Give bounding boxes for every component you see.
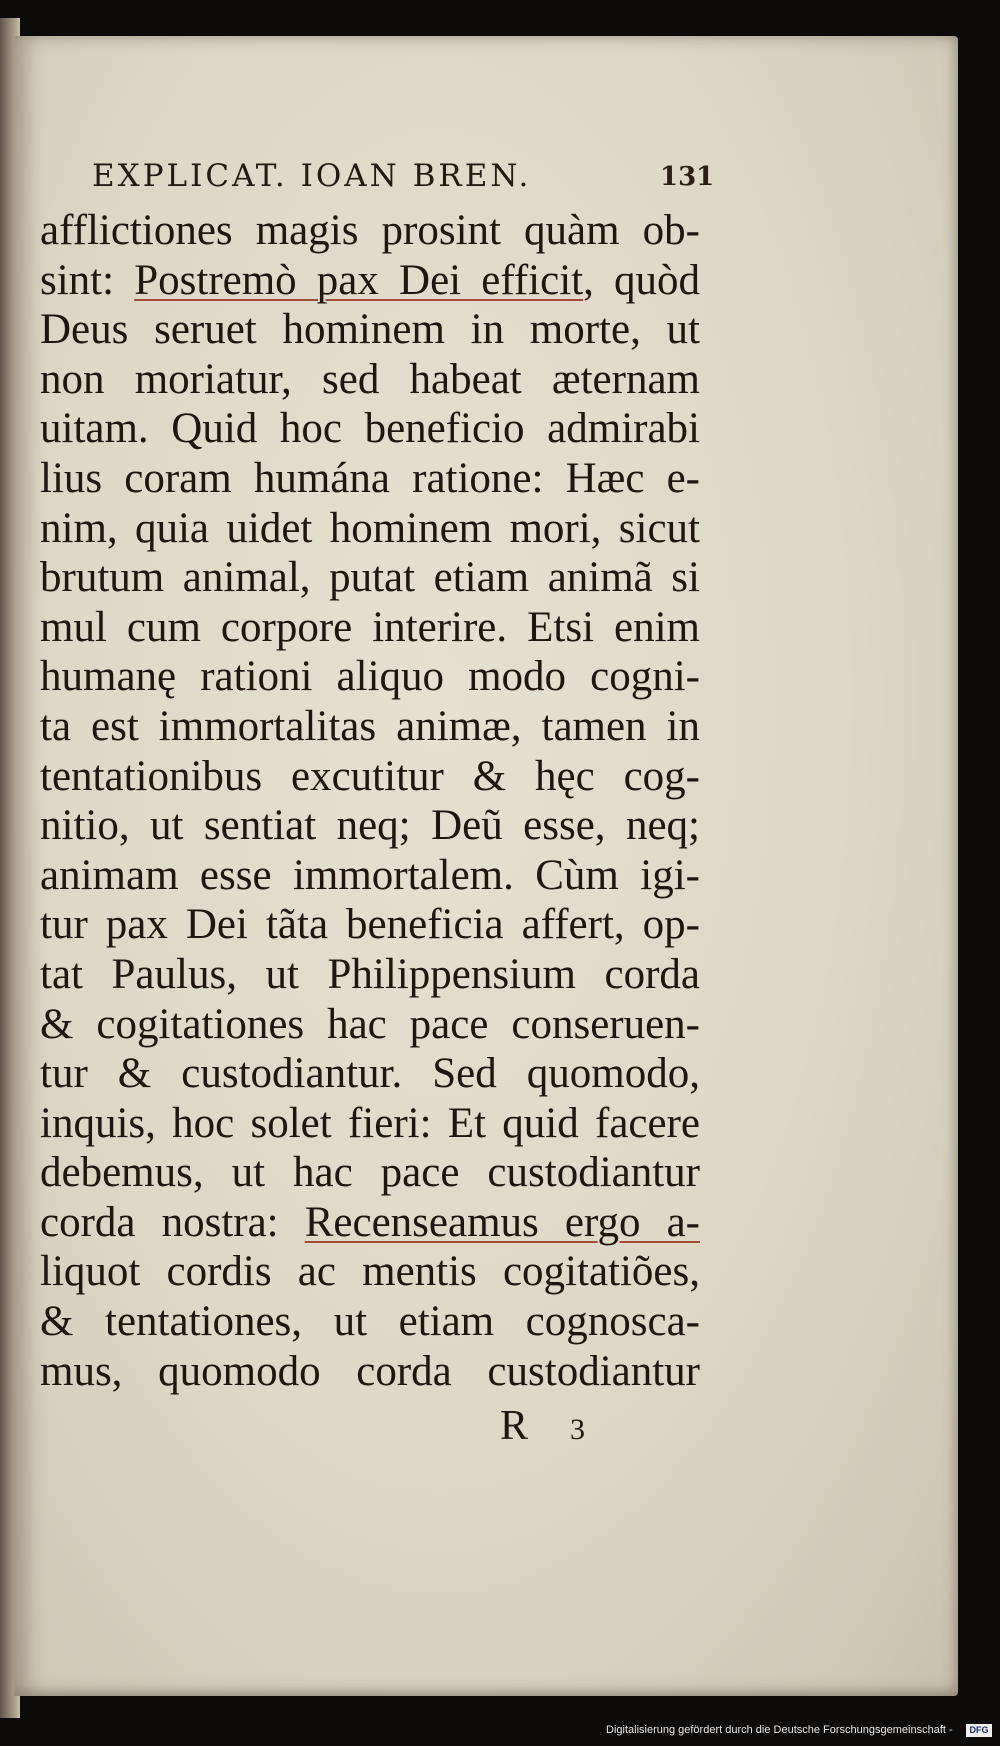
line-text: inquis, hoc solet fieri: Et quid facere — [40, 1099, 700, 1147]
line-text: animam esse immortalem. Cùm igi- — [40, 851, 700, 899]
text-line — [40, 1049, 700, 1099]
signature-letter: R — [500, 1403, 529, 1449]
underlined-phrase: Recenseamus ergo a- — [304, 1198, 700, 1246]
text-line — [40, 1297, 700, 1347]
line-text: Deus seruet hominem in morte, ut — [40, 306, 700, 354]
line-text: afflictiones magis prosint quàm ob- — [40, 207, 700, 254]
line-text: nitio, ut sentiat neq; Deũ esse, neq; — [40, 802, 700, 850]
line-text: lius coram humána ratione: Hæc e- — [40, 454, 700, 502]
text-line — [40, 504, 700, 554]
text-line — [40, 950, 700, 1000]
signature-number: 3 — [570, 1413, 586, 1446]
line-text: corda nostra: — [40, 1198, 305, 1246]
text-line — [40, 1099, 700, 1149]
line-text: uitam. Quid hoc beneficio admirabi — [40, 405, 700, 453]
digitization-credit: Digitalisierung gefördert durch die Deutsche Forschungsgemeinschaft - — [606, 1724, 953, 1736]
line-text: sint: — [40, 256, 135, 304]
line-text: nim, quia uidet hominem mori, sicut — [40, 504, 700, 552]
text-line — [40, 553, 700, 603]
line-text: tentationibus excutitur & hęc cog- — [40, 752, 700, 800]
running-head: EXPLICAT. IOAN BREN. — [92, 158, 532, 194]
line-text: humanę rationi aliquo modo cogni- — [40, 653, 700, 701]
text-line — [40, 851, 700, 901]
text-line — [40, 702, 700, 752]
underlined-phrase: Postremò pax Dei efficit — [134, 256, 584, 304]
line-text: & cogitationes hac pace conseruen- — [40, 1000, 700, 1048]
line-text: liquot cordis ac mentis cogitatiões, — [40, 1248, 700, 1296]
text-line — [40, 1347, 700, 1397]
line-text: mus, quomodo corda custodiantur — [40, 1347, 700, 1395]
text-line — [40, 652, 700, 702]
line-text: debemus, ut hac pace custodiantur — [40, 1149, 700, 1197]
text-line — [40, 900, 700, 950]
text-line — [40, 206, 700, 256]
text-line — [40, 1247, 700, 1297]
line-text: ta est immortalitas animæ, tamen in — [40, 702, 700, 750]
text-line — [40, 355, 700, 405]
folio-number: 131 — [660, 162, 715, 192]
text-line — [40, 1000, 700, 1050]
text-line — [40, 1148, 700, 1198]
dfg-logo: DFG — [966, 1724, 992, 1737]
line-text: tur & custodiantur. Sed quomodo, — [40, 1050, 700, 1098]
line-text: non moriatur, sed habeat æternam — [40, 355, 700, 403]
line-text: , quòd — [583, 256, 700, 304]
text-line — [40, 801, 700, 851]
text-line — [40, 454, 700, 504]
body-text — [40, 206, 700, 1396]
text-line — [40, 1198, 700, 1248]
text-line — [40, 752, 700, 802]
signature-mark — [500, 1402, 585, 1450]
line-text: & tentationes, ut etiam cognosca- — [40, 1298, 700, 1346]
text-line — [40, 305, 700, 355]
line-text: brutum animal, putat etiam animã si — [40, 554, 700, 602]
text-line — [40, 256, 700, 306]
text-line — [40, 404, 700, 454]
line-text: tur pax Dei tãta beneficia affert, op- — [40, 901, 700, 949]
line-text: mul cum corpore interire. Etsi enim — [40, 603, 700, 651]
line-text: tat Paulus, ut Philippensium corda — [40, 950, 700, 998]
text-line — [40, 603, 700, 653]
